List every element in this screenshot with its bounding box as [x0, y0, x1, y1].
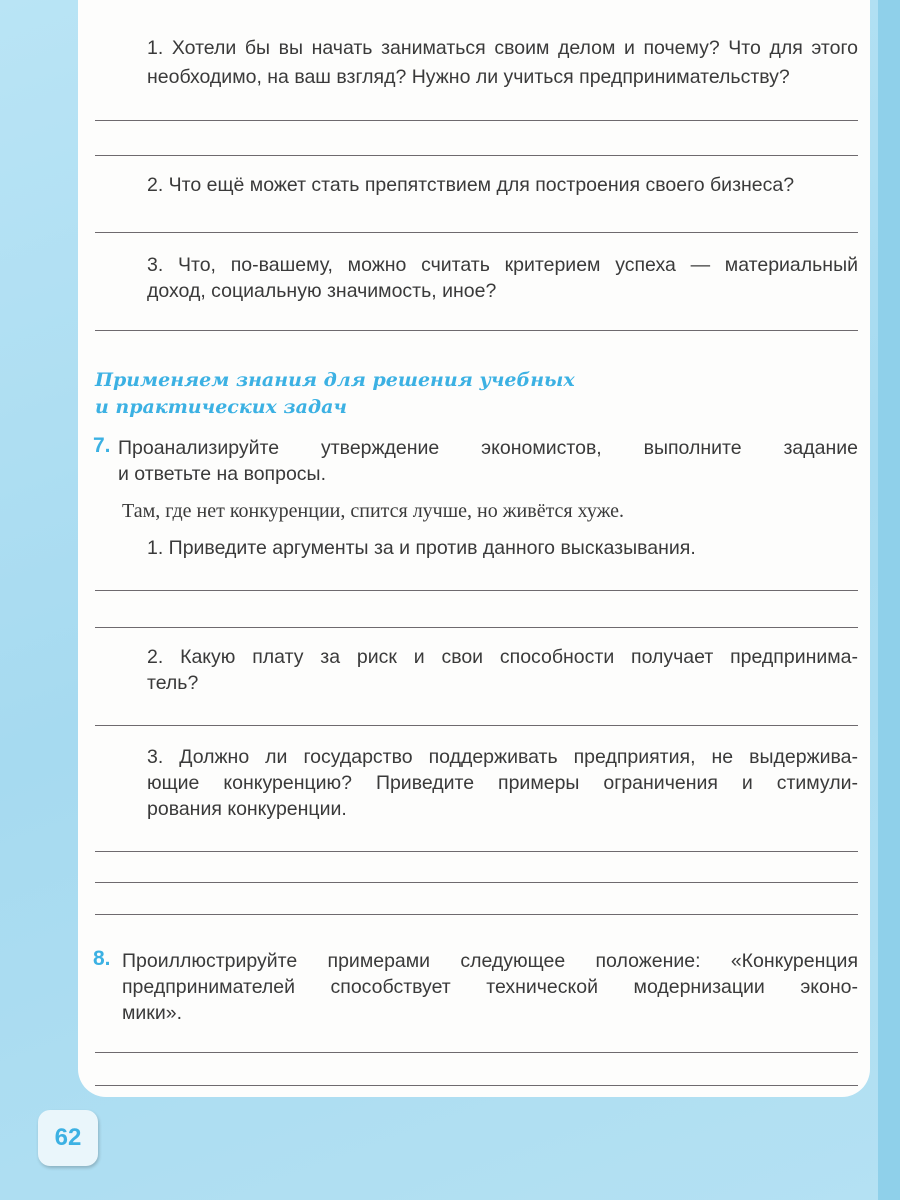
answer-line[interactable] [95, 120, 858, 121]
section-heading-line2: и практических задач [95, 396, 348, 418]
task7-number: 7. [93, 434, 111, 457]
q3-line1: 3. Что, по-вашему, можно считать критерием успеха — материальный [147, 254, 858, 276]
answer-line[interactable] [95, 725, 858, 726]
q1-line1: 1. Хотели бы вы начать заниматься своим делом и почему? Что для этого [147, 37, 858, 59]
answer-line[interactable] [95, 330, 858, 331]
q3-line2: доход, социальную значимость, иное? [147, 280, 497, 302]
task7-q2-line2: тель? [147, 672, 199, 694]
answer-line[interactable] [95, 155, 858, 156]
page-number: 62 [38, 1110, 98, 1166]
task8-line1: Проиллюстрируйте примерами следующее положение: «Конкуренция [122, 950, 858, 972]
answer-line[interactable] [95, 851, 858, 852]
task8-line2: предпринимателей способствует технической модернизации эконо- [122, 976, 858, 998]
q2-line1: 2. Что ещё может стать препятствием для построения своего бизнеса? [147, 174, 795, 196]
q1-line2: необходимо, на ваш взгляд? Нужно ли учиться предпринимательству? [147, 66, 790, 88]
answer-line[interactable] [95, 882, 858, 883]
task7-q3-line3: рования конкуренции. [147, 798, 347, 820]
answer-line[interactable] [95, 1085, 858, 1086]
task8-line3: мики». [122, 1002, 182, 1024]
task7-q2-line1: 2. Какую плату за риск и свои способности получает предпринима- [147, 646, 858, 668]
task8-number: 8. [93, 947, 111, 970]
task7-q3-line2: ющие конкуренцию? Приведите примеры ограничения и стимули- [147, 772, 858, 794]
task7-q1: 1. Приведите аргументы за и против данного высказывания. [147, 537, 696, 559]
section-heading-line1: Применяем знания для решения учебных [95, 369, 575, 391]
answer-line[interactable] [95, 1052, 858, 1053]
task7-q3-line1: 3. Должно ли государство поддерживать предприятия, не выдержива- [147, 746, 858, 768]
task7-line1: Проанализируйте утверждение экономистов, выполните задание [118, 437, 858, 459]
page-edge [878, 0, 900, 1200]
answer-line[interactable] [95, 232, 858, 233]
answer-line[interactable] [95, 590, 858, 591]
task7-quote: Там, где нет конкуренции, спится лучше, но живётся хуже. [122, 500, 625, 522]
answer-line[interactable] [95, 914, 858, 915]
answer-line[interactable] [95, 627, 858, 628]
task7-line2: и ответьте на вопросы. [118, 463, 326, 485]
